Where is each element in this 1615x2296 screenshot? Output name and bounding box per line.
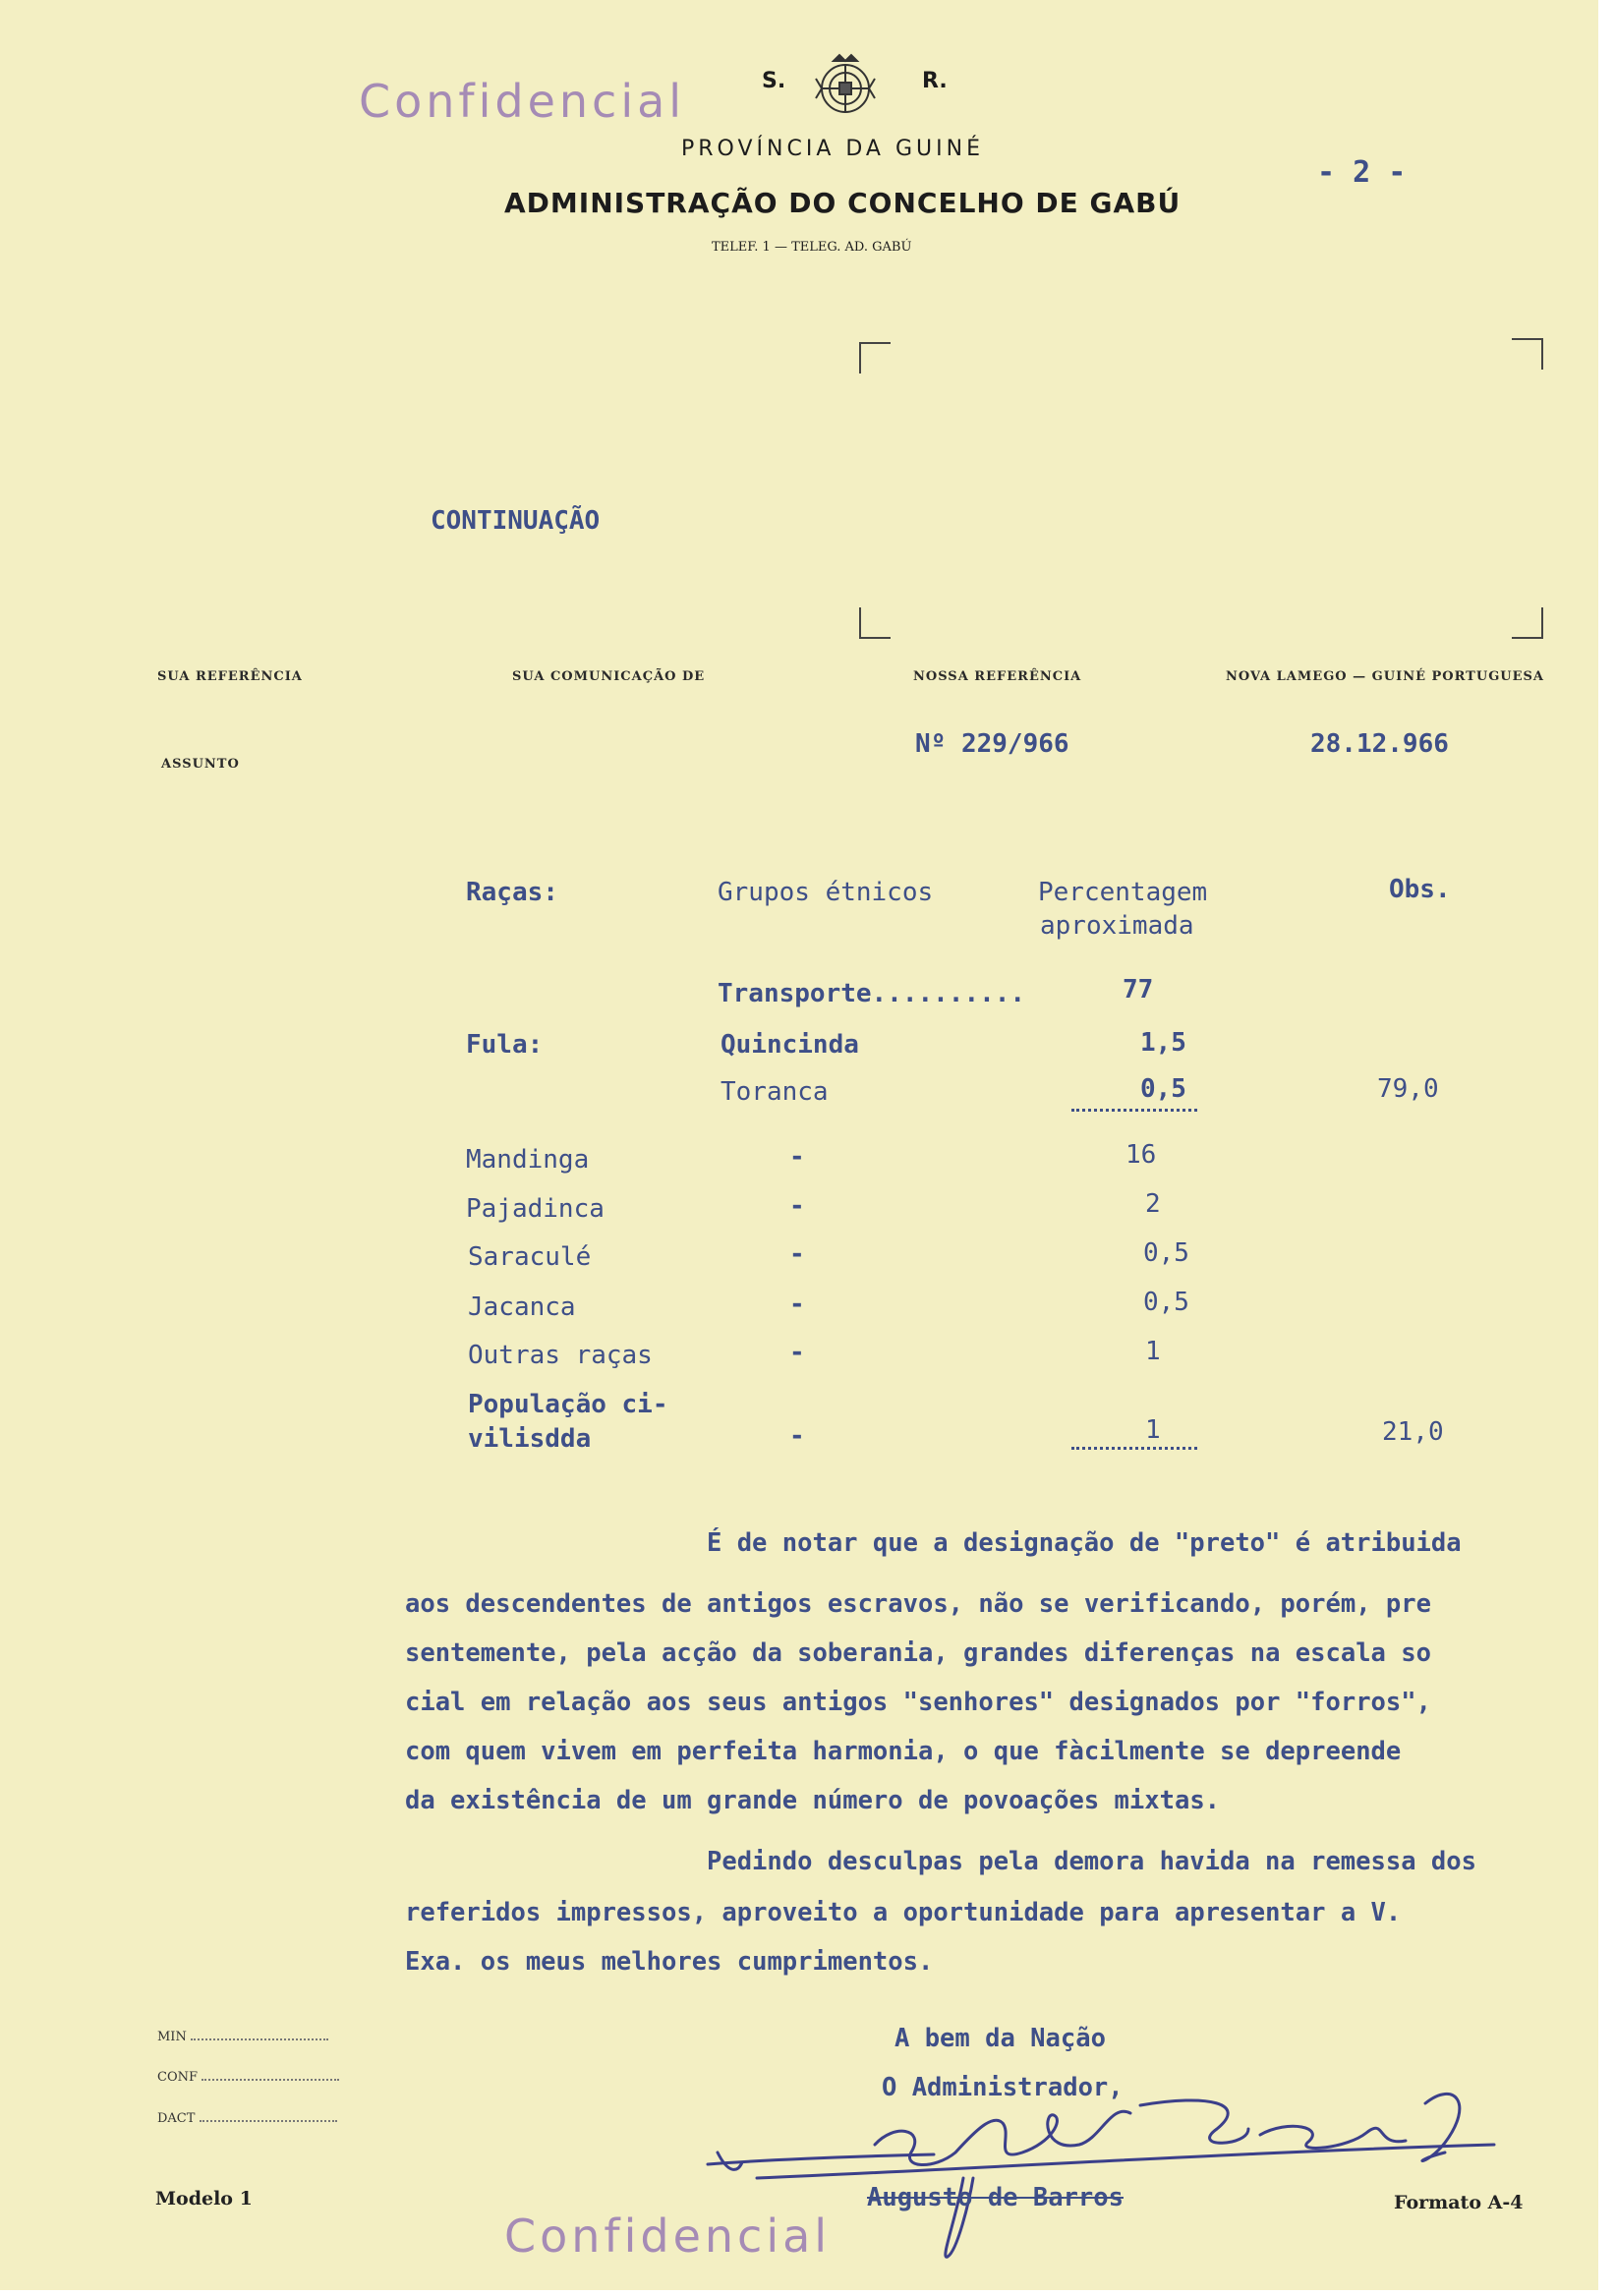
row-populacao-raca-cont: vilisdda xyxy=(468,1424,592,1454)
paragraph2-line2: referidos impressos, aproveito a oportunidade para apresentar a V. xyxy=(405,1898,1402,1927)
row-quincinda-perc: 1,5 xyxy=(1140,1028,1186,1058)
row-saracule-grupo: - xyxy=(789,1239,805,1269)
corner-mark-bl xyxy=(859,607,891,639)
closing-line2: O Administrador, xyxy=(882,2073,1124,2102)
subtotal-rule-2 xyxy=(1071,1447,1197,1450)
paragraph2-line3: Exa. os meus melhores cumprimentos. xyxy=(405,1947,934,1977)
row-mandinga-raca: Mandinga xyxy=(466,1145,590,1175)
dact-label: DACT xyxy=(157,2111,196,2126)
conf-field xyxy=(157,2070,339,2085)
paragraph1-line2: aos descendentes de antigos escravos, não se verificando, porém, pre xyxy=(405,1589,1431,1619)
paragraph1-line1: É de notar que a designação de "preto" é atribuida xyxy=(707,1528,1462,1558)
assunto-label: ASSUNTO xyxy=(161,757,240,772)
row-saracule-raca: Saraculé xyxy=(468,1242,592,1272)
continuation-heading: CONTINUAÇÃO xyxy=(431,506,601,536)
row-toranca-grupo: Toranca xyxy=(721,1077,829,1107)
row-jacanca-raca: Jacanca xyxy=(468,1292,576,1322)
paragraph1-line4: cial em relação aos seus antigos "senhores" designados por "forros", xyxy=(405,1688,1431,1717)
paragraph1-line5: com quem vivem em perfeita harmonia, o que fàcilmente se depreende xyxy=(405,1737,1402,1766)
header-s: S. xyxy=(762,69,786,93)
row-jacanca-perc: 0,5 xyxy=(1143,1288,1189,1317)
corner-mark-tr xyxy=(1512,338,1543,370)
closing-line1: A bem da Nação xyxy=(894,2024,1106,2053)
header-r: R. xyxy=(922,69,948,93)
row-pajadinca-perc: 2 xyxy=(1145,1189,1161,1219)
dact-dotted-line xyxy=(200,2120,337,2122)
paragraph1-line3: sentemente, pela acção da soberania, grandes diferenças na escala so xyxy=(405,1638,1431,1668)
confidencial-stamp-bottom: Confidencial xyxy=(504,2210,832,2263)
modelo-label: Modelo 1 xyxy=(155,2188,253,2210)
row-mandinga-perc: 16 xyxy=(1125,1140,1157,1170)
coat-of-arms-icon xyxy=(806,51,885,122)
row-toranca-obs: 79,0 xyxy=(1377,1074,1439,1104)
conf-dotted-line xyxy=(202,2079,339,2081)
header-grupos: Grupos étnicos xyxy=(718,878,934,907)
place-label: NOVA LAMEGO — GUINÉ PORTUGUESA xyxy=(1226,669,1545,684)
header-obs: Obs. xyxy=(1389,875,1451,904)
row-jacanca-grupo: - xyxy=(789,1290,805,1319)
document-date: 28.12.966 xyxy=(1310,729,1449,759)
row-fula-raca: Fula: xyxy=(466,1030,544,1060)
row-pajadinca-grupo: - xyxy=(789,1191,805,1221)
formato-label: Formato A-4 xyxy=(1394,2192,1524,2213)
header-aproximada: aproximada xyxy=(1040,911,1194,941)
nossa-referencia-label: NOSSA REFERÊNCIA xyxy=(913,669,1082,684)
subtotal-rule-1 xyxy=(1071,1109,1197,1112)
row-populacao-grupo: - xyxy=(789,1421,805,1451)
row-outras-raca: Outras raças xyxy=(468,1341,653,1370)
row-transporte-grupo: Transporte.......... xyxy=(718,979,1026,1008)
confidencial-stamp-top: Confidencial xyxy=(359,75,686,128)
signatory-name: Augusto de Barros xyxy=(867,2183,1124,2212)
row-outras-grupo: - xyxy=(789,1338,805,1367)
conf-label: CONF xyxy=(157,2070,198,2085)
paragraph2-line1: Pedindo desculpas pela demora havida na remessa dos xyxy=(707,1847,1476,1876)
sua-comunicacao-label: SUA COMUNICAÇÃO DE xyxy=(512,669,706,684)
row-populacao-perc: 1 xyxy=(1145,1415,1161,1445)
min-field xyxy=(157,2030,328,2044)
row-saracule-perc: 0,5 xyxy=(1143,1238,1189,1268)
province-title: PROVÍNCIA DA GUINÉ xyxy=(681,137,984,161)
page-number: - 2 - xyxy=(1317,155,1407,190)
sua-referencia-label: SUA REFERÊNCIA xyxy=(157,669,303,684)
administration-title: ADMINISTRAÇÃO DO CONCELHO DE GABÚ xyxy=(504,187,1182,219)
header-racas: Raças: xyxy=(466,878,558,907)
dact-field xyxy=(157,2111,337,2126)
row-mandinga-grupo: - xyxy=(789,1142,805,1172)
min-dotted-line xyxy=(191,2038,328,2040)
contact-line: TELEF. 1 — TELEG. AD. GABÚ xyxy=(712,240,912,255)
corner-mark-br xyxy=(1512,607,1543,639)
reference-number: Nº 229/966 xyxy=(915,729,1069,759)
row-toranca-perc: 0,5 xyxy=(1140,1074,1186,1104)
paragraph1-line6: da existência de um grande número de povoações mixtas. xyxy=(405,1786,1221,1815)
row-populacao-raca: População ci- xyxy=(468,1390,668,1419)
row-pajadinca-raca: Pajadinca xyxy=(466,1194,605,1224)
row-populacao-obs: 21,0 xyxy=(1382,1417,1444,1447)
header-percentagem: Percentagem xyxy=(1038,878,1208,907)
row-outras-perc: 1 xyxy=(1145,1337,1161,1366)
row-transporte-perc: 77 xyxy=(1123,975,1154,1004)
row-quincinda-grupo: Quincinda xyxy=(721,1030,859,1060)
corner-mark-tl xyxy=(859,342,891,373)
min-label: MIN xyxy=(157,2030,187,2044)
